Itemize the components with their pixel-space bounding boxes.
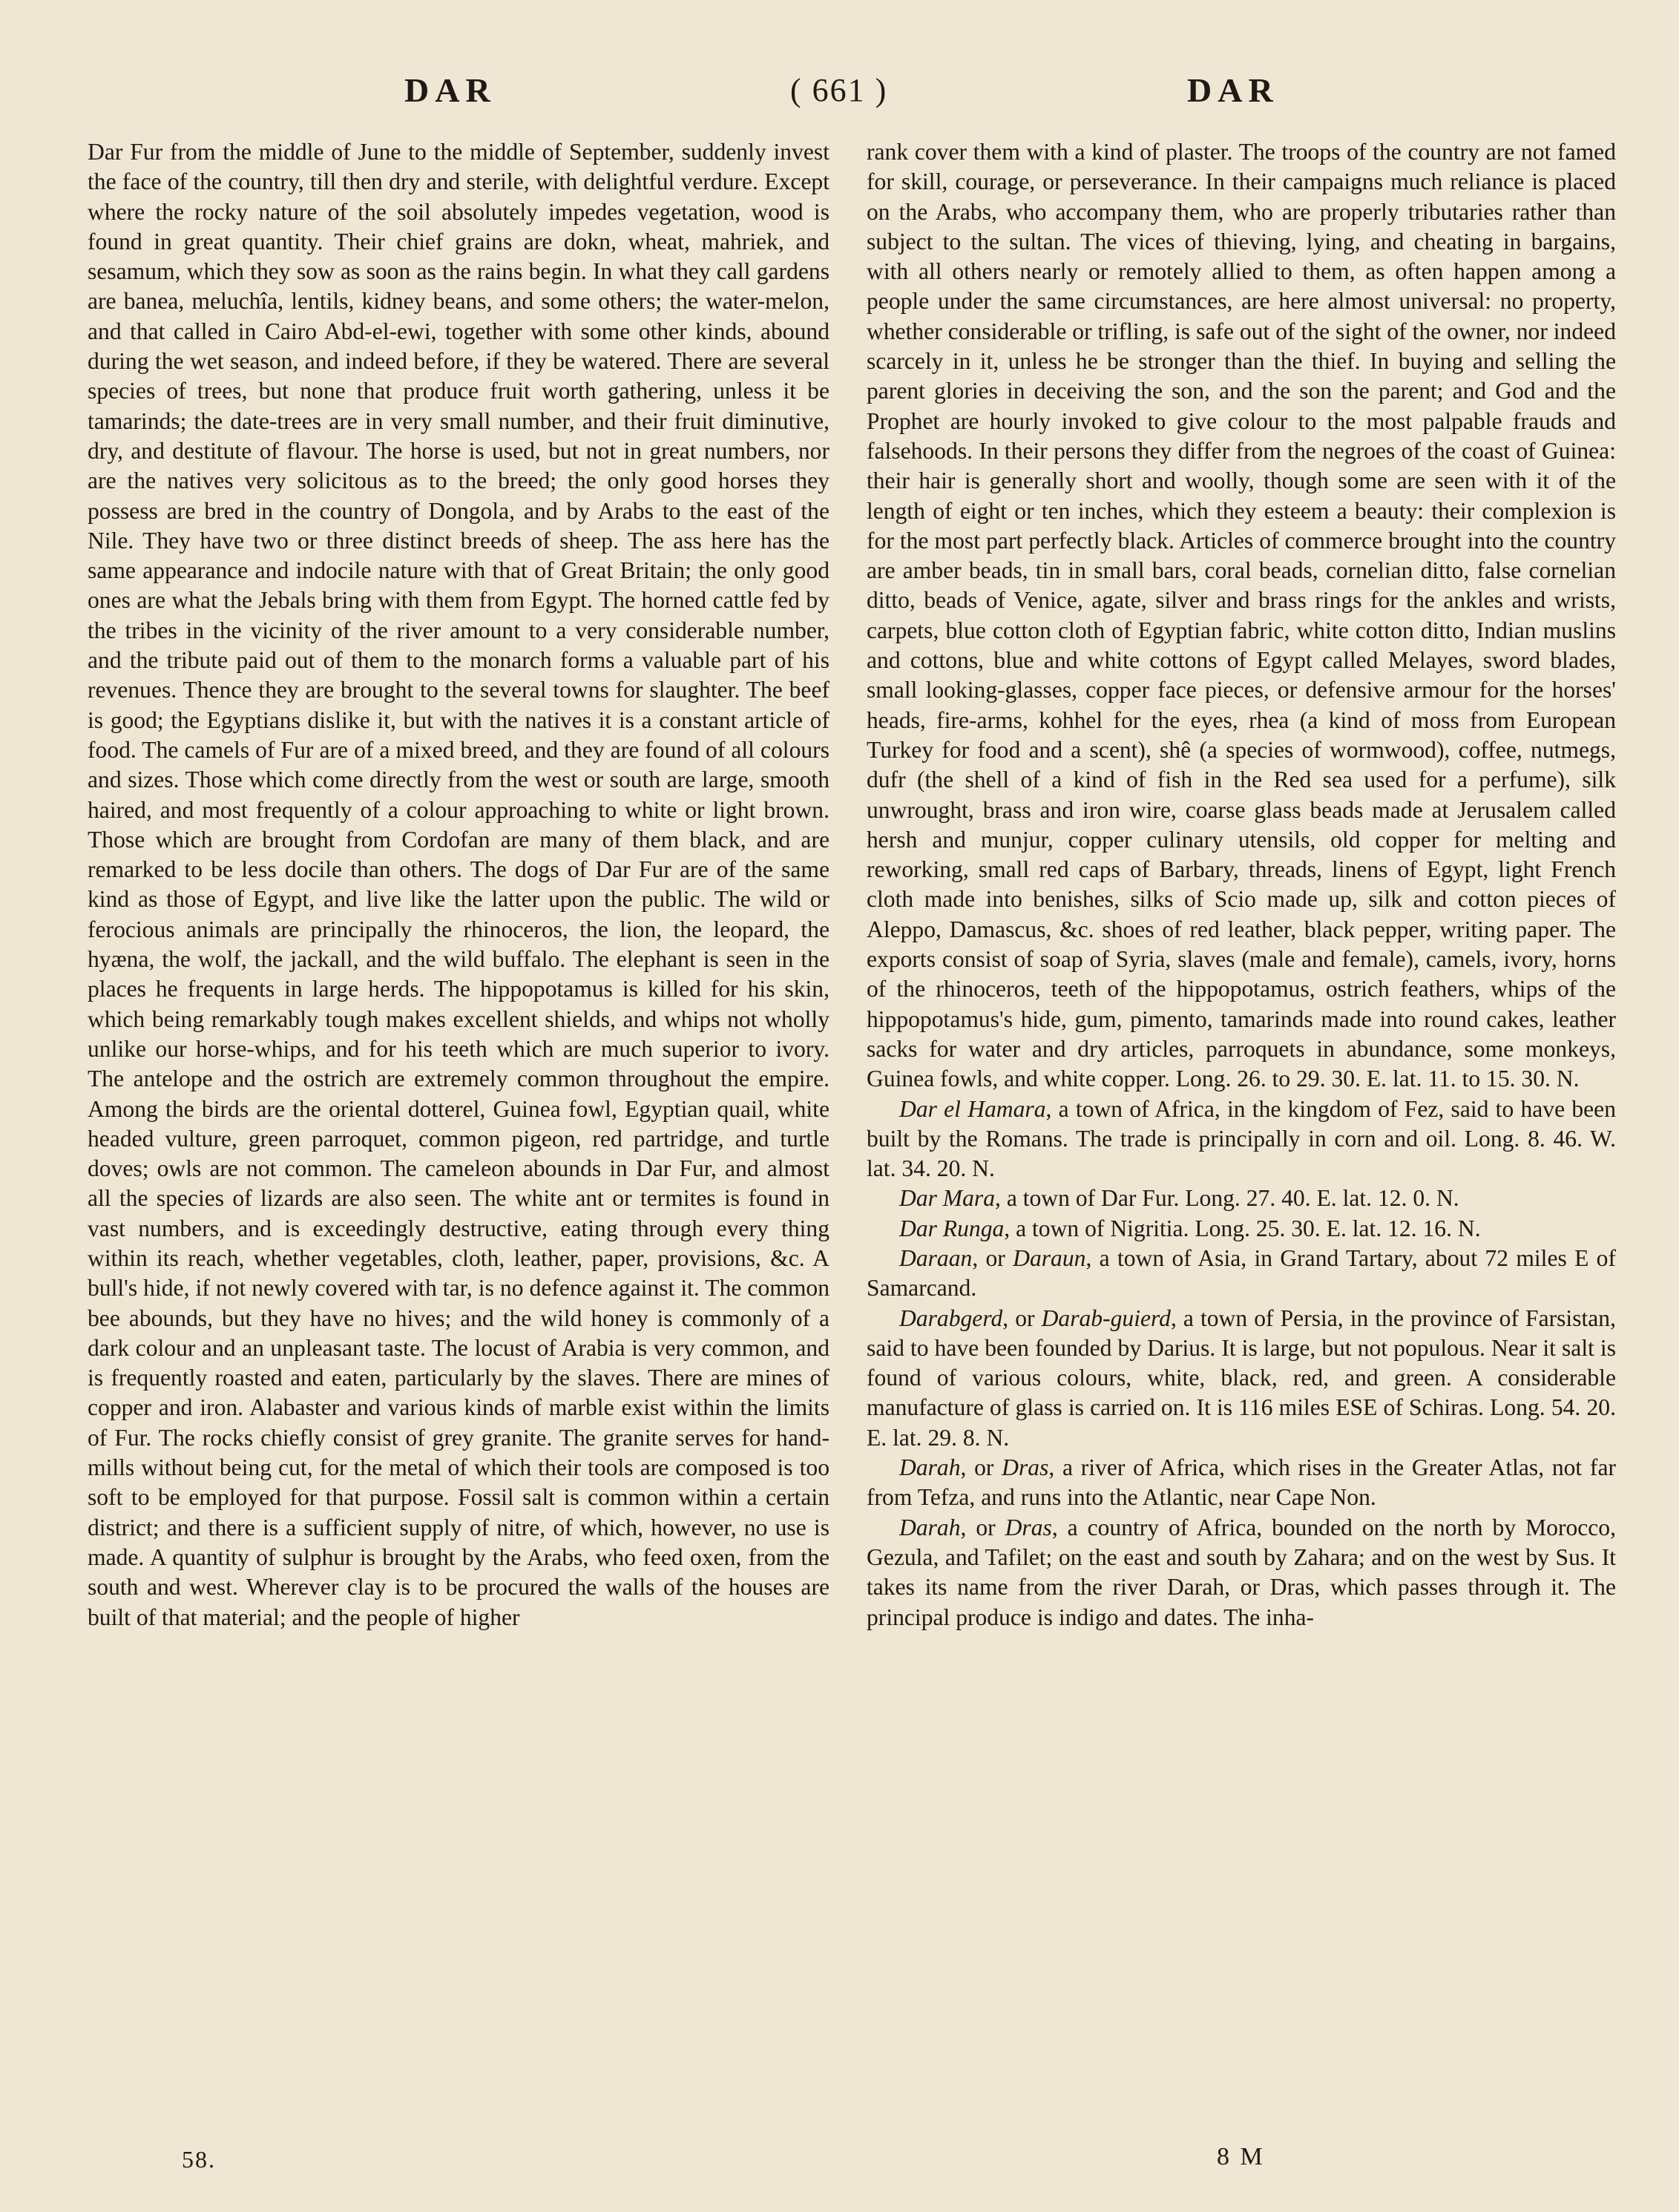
entry-dar-runga (867, 1214, 1616, 1244)
entry-text: , a country of Africa, bounded on the north by Morocco, Gezula, and Tafilet; on the east and south by Zahara; and on the west by Sus. It takes its name from the river Darah, or Dras, which passes through it. The principal produce is indigo and dates. The inha- (867, 1514, 1616, 1630)
entry-headword: Dar Mara (899, 1185, 996, 1212)
entry-darah-country (867, 1513, 1616, 1632)
entry-connector: , or (960, 1454, 1002, 1481)
entry-headword: Daraan (899, 1244, 973, 1271)
entry-text: , a town of Nigritia. Long. 25. 30. E. lat. 12. 16. N. (1004, 1215, 1481, 1241)
left-column-paragraph: Dar Fur from the middle of June to the middle of September, suddenly invest the face of the country, till then dry and sterile, with delightful verdure. Except where the rocky nature of the soil absolutely impedes vegetation, wood is found in great quantity. Their chief grains are dokn, wheat, mahriek, and sesamum, which they sow as soon as the rains begin. In what they call gardens are banea, meluchîa, lentils, kidney beans, and some others; the water-melon, and that called in Cairo Abd-el-ewi, together with some other kinds, abound during the wet season, and indeed before, if they be watered. There are several species of trees, but none that produce fruit worth gathering, unless it be tamarinds; the date-trees are in very small number, and their fruit diminutive, dry, and destitute of flavour. The horse is used, but not in great numbers, nor are the natives very solicitous as to the breed; the only good horses they possess are bred in the country of Dongola, and by Arabs to the east of the Nile. They have two or three distinct breeds of sheep. The ass here has the same appearance and indocile nature with that of Great Britain; the only good ones are what the Jebals bring with them from Egypt. The horned cattle fed by the tribes in the vicinity of the river amount to a very considerable number, and the tribute paid out of them to the monarch forms a valuable part of his revenues. Thence they are brought to the several towns for slaughter. The beef is good; the Egyptians dislike it, but with the natives it is a constant article of food. The camels of Fur are of a mixed breed, and they are found of all colours and sizes. Those which come directly from the west or south are large, smooth haired, and most frequently of a colour approaching to white or light brown. Those which are brought from Cordofan are many of them black, and are remarked to be less docile than others. The dogs of Dar Fur are of the same kind as those of Egypt, and live like the latter upon the public. The wild or ferocious animals are principally the rhinoceros, the lion, the leopard, the hyæna, the wolf, the jackall, and the wild buffalo. The elephant is seen in the places he frequents in large herds. The hippopotamus is killed for his skin, which being remarkably tough makes excellent shields, and whips not wholly unlike our horse-whips, and for his teeth which are much superior to ivory. The antelope and the ostrich are extremely common throughout the empire. Among the birds are the oriental dotterel, Guinea fowl, Egyptian quail, white headed vulture, green parroquet, common pigeon, red partridge, and turtle doves; owls are not common. The cameleon abounds in Dar Fur, and almost all the species of lizards are also seen. The white ant or termites is found in vast numbers, and is exceedingly destructive, eating through every thing within its reach, whether vegetables, cloth, leather, paper, provisions, &c. A bull's hide, if not newly covered with tar, is no defence against it. The common bee abounds, but they have no hives; and the wild honey is commonly of a dark colour and an unpleasant taste. The locust of Arabia is very common, and is frequently roasted and eaten, particularly by the slaves. There are mines of copper and iron. Alabaster and various kinds of marble exist within the limits of Fur. The rocks chiefly consist of grey granite. The granite serves for hand-mills without being cut, for the metal of which their tools are composed is too soft to be employed for that purpose. Fossil salt is common within a certain district; and there is a sufficient supply of nitre, of which, however, no use is made. A quantity of sulphur is brought by the Arabs, who feed oxen, from the south and west. Wherever clay is to be procured the walls of the houses are built of that material; and the people of higher (88, 139, 829, 1630)
entry-headword: Dar el Hamara (899, 1095, 1046, 1122)
entry-text: , a town of Asia, in Grand Tartary, about 72 miles E of Samarcand. (867, 1244, 1616, 1302)
sheet-mark: 8 M (1217, 2143, 1265, 2170)
header-right-catchword: DAR (1187, 71, 1279, 109)
entry-text: , a town of Africa, in the kingdom of Fez, said to have been built by the Romans. The trade is principally in corn and oil. Long. 8. 46. W. lat. 34. 20. N. (867, 1095, 1617, 1182)
entry-daraan (867, 1244, 1616, 1304)
entry-dar-el-hamara (867, 1094, 1616, 1184)
entry-text: , a town of Dar Fur. Long. 27. 40. E. lat. 12. 0. N. (995, 1185, 1459, 1212)
entry-headword: Darah (899, 1454, 961, 1481)
entry-connector: , or (1002, 1304, 1042, 1331)
running-header (0, 68, 1679, 120)
header-left-catchword: DAR (404, 71, 496, 109)
signature-mark: 58. (182, 2146, 216, 2173)
entry-text: , a town of Persia, in the province of Farsistan, said to have been founded by Darius. It is large, but not populous. Near it salt is found of various colours, white, black, red, and green. A considerable manufacture of glass is carried on. It is 116 miles ESE of Schiras. Long. 54. 20. E. lat. 29. 8. N. (867, 1304, 1617, 1451)
entry-headword: Dar Runga (899, 1215, 1005, 1241)
entry-darabgerd (867, 1304, 1616, 1453)
entry-darah-river (867, 1453, 1616, 1513)
entry-text: , a river of Africa, which rises in the Greater Atlas, not far from Tefza, and runs into the Atlantic, near Cape Non. (867, 1454, 1616, 1511)
entry-headword-alt: Darab-guierd (1041, 1304, 1171, 1331)
right-column (867, 137, 1616, 1632)
left-column (88, 137, 829, 1632)
entry-connector: , or (972, 1244, 1013, 1271)
entry-headword-alt: Dras (1002, 1454, 1049, 1481)
right-column-continuation: rank cover them with a kind of plaster. The troops of the country are not famed for skill, courage, or perseverance. In their campaigns much reliance is placed on the Arabs, who accompany them, who are properly tributaries rather than subject to the sultan. The vices of thieving, lying, and cheating in bargains, with all others nearly or remotely allied to them, as often happen among a people under the same circumstances, are here almost universal: no property, whether considerable or trifling, is safe out of the sight of the owner, nor indeed scarcely in it, unless he be stronger than the thief. In buying and selling the parent glories in deceiving the son, and the son the parent; and God and the Prophet are hourly invoked to give colour to the most palpable frauds and falsehoods. In their persons they differ from the negroes of the coast of Guinea: their hair is generally short and woolly, though some are seen with it of the length of eight or ten inches, which they esteem a beauty: their complexion is for the most part perfectly black. Articles of commerce brought into the country are amber beads, tin in small bars, coral beads, cornelian ditto, false cornelian ditto, beads of Venice, agate, silver and brass rings for the ankles and wrists, carpets, blue cotton cloth of Egyptian fabric, white cotton ditto, Indian muslins and cottons, blue and white cottons of Egypt called Melayes, sword blades, small looking-glasses, copper face pieces, or defensive armour for the horses' heads, fire-arms, kohhel for the eyes, rhea (a kind of moss from European Turkey for food and a scent), shê (a species of wormwood), coffee, nutmegs, dufr (the shell of a kind of fish in the Red sea used for a perfume), silk unwrought, brass and iron wire, coarse glass beads made at Jerusalem called hersh and munjur, copper culinary utensils, old copper for melting and reworking, small red caps of Barbary, threads, linens of Egypt, light French cloth made into benishes, silks of Scio made up, silk and cotton pieces of Aleppo, Damascus, &c. shoes of red leather, black pepper, writing paper. The exports consist of soap of Syria, slaves (male and female), camels, ivory, horns of the rhinoceros, teeth of the hippopotamus, ostrich feathers, whips of the hippopotamus's hide, gum, pimento, tamarinds made into round cakes, leather sacks for water and dry articles, parroquets in abundance, some monkeys, Guinea fowls, and white copper. Long. 26. to 29. 30. E. lat. 11. to 15. 30. N. (867, 139, 1616, 1092)
entry-headword: Darabgerd (899, 1304, 1003, 1331)
entry-headword: Darah (899, 1514, 961, 1540)
entry-headword-alt: Daraun (1013, 1244, 1086, 1271)
entry-dar-mara (867, 1184, 1616, 1213)
page-number: ( 661 ) (790, 72, 888, 108)
entry-connector: , or (960, 1514, 1005, 1540)
entry-headword-alt: Dras (1005, 1514, 1052, 1540)
